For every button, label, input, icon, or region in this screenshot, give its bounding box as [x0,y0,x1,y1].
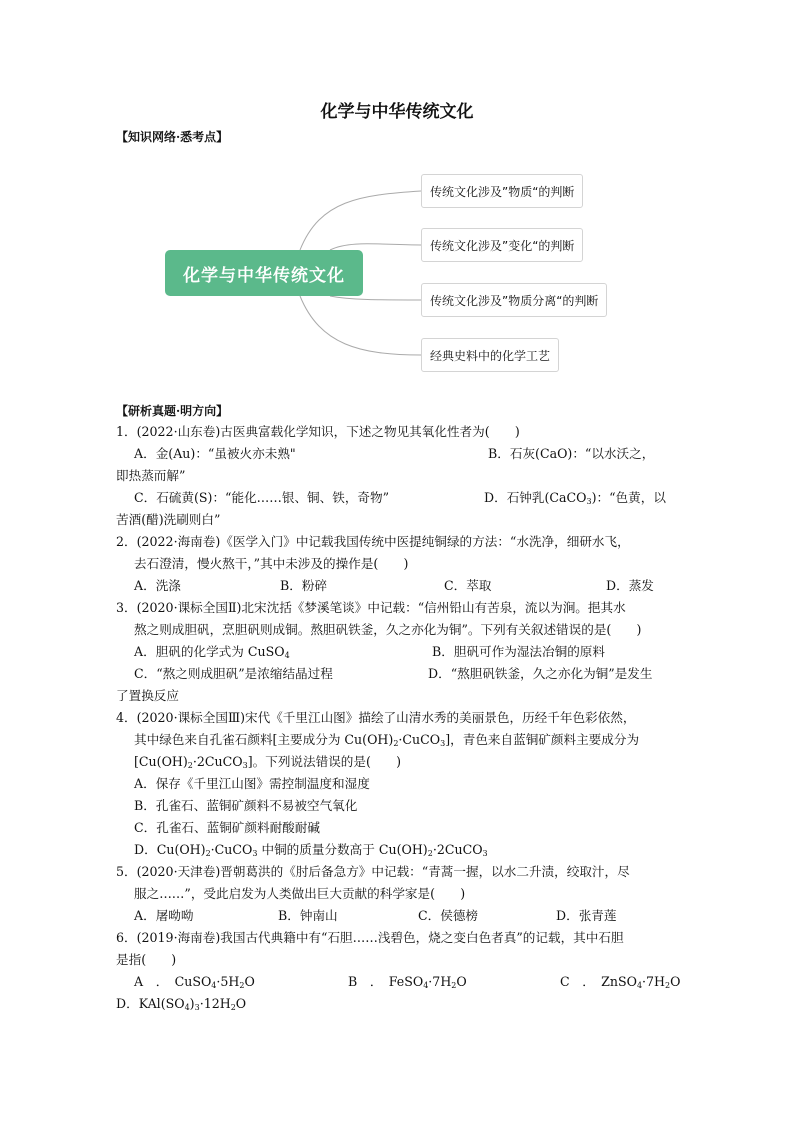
q6-option-b: B ． $FeSO_4\cdot 7H_2O$ [348,974,467,990]
section-heading-exam-analysis: 【研析真题·明方向】 [116,404,229,418]
page-title: 化学与中华传统文化 [320,102,474,122]
q6-option-d: D．$KAl(SO_4)_3\cdot 12H_2O$ [116,996,247,1012]
mindmap-branch-substance: 传统文化涉及”物质“的判断 [421,174,583,208]
mindmap-branch-change: 传统文化涉及”变化“的判断 [421,228,583,262]
q1-option-d-cont: 苦酒(醋)洗刷则白” [116,512,221,527]
mindmap-branch-separation: 传统文化涉及”物质分离“的判断 [421,283,607,317]
q1-option-d: D．石钟乳(CaCO$_3$)：“色黄，以 [484,490,666,506]
q4-stem: 4．(2020·课标全国Ⅲ)宋代《千里江山图》描绘了山清水秀的美丽景色，历经千年色彩依然， [116,710,636,725]
q4-option-c: C．孔雀石、蓝铜矿颜料耐酸耐碱 [134,820,320,835]
q5-stem-cont: 服之……”，受此启发为人类做出巨大贡献的科学家是( ) [134,886,466,901]
q1-option-c: C．石硫黄(S)：“能化……银、铜、铁，奇物” [134,490,390,505]
mindmap-branch-craft: 经典史料中的化学工艺 [421,338,559,372]
q5-option-a: A．屠呦呦 [134,908,194,923]
q1-option-a: A．金(Au)：“虽被火亦未熟" [134,446,296,461]
q5-option-b: B．钟南山 [278,908,338,923]
q2-option-d: D．蒸发 [606,578,654,593]
q6-stem-cont: 是指( ) [116,952,177,967]
q3-option-c: C．“熬之则成胆矾”是浓缩结晶过程 [134,666,333,681]
mindmap-center-node: 化学与中华传统文化 [165,250,363,296]
q4-stem-cont2: $[Cu(OH)_2\cdot 2CuCO_3]$。下列说法错误的是( ) [134,754,401,770]
q6-option-c: C ． $ZnSO_4\cdot 7H_2O$ [560,974,681,990]
q2-option-c: C．萃取 [444,578,492,593]
q2-option-b: B．粉碎 [280,578,328,593]
q1-option-b-cont: 即热蒸而解” [116,468,186,483]
q6-option-a: A ． $CuSO_4\cdot 5H_2O$ [134,974,255,990]
q5-stem: 5．(2020·天津卷)晋朝葛洪的《肘后备急方》中记载：“青蒿一握，以水二升渍，绞取汁，尽 [116,864,630,879]
section-heading-knowledge-network: 【知识网络·悉考点】 [116,130,229,144]
q5-option-d: D．张青莲 [556,908,617,923]
q6-stem: 6．(2019·海南卷)我国古代典籍中有“石胆……浅碧色，烧之变白色者真”的记载，其中石胆 [116,930,624,945]
q3-option-b: B．胆矾可作为湿法冶铜的原料 [432,644,605,659]
q3-option-d: D．“熬胆矾铁釜，久之亦化为铜”是发生 [428,666,653,681]
q2-stem-cont: 去石澄清，慢火熬干，”其中未涉及的操作是( ) [134,556,409,571]
q3-option-d-cont: 了置换反应 [116,688,179,703]
q3-stem: 3．(2020·课标全国Ⅱ)北宋沈括《梦溪笔谈》中记载：“信州铅山有苦泉，流以为涧。挹其水 [116,600,626,615]
q2-stem: 2．(2022·海南卷)《医学入门》中记载我国传统中医提纯铜绿的方法：“水洗净，细研水飞， [116,534,630,549]
q5-option-c: C．侯德榜 [418,908,479,923]
q3-stem-cont: 熬之则成胆矾，烹胆矾则成铜。熬胆矾铁釜，久之亦化为铜”。下列有关叙述错误的是( ) [134,622,642,637]
q4-option-d: D．$Cu(OH)_2\cdot CuCO_3$ 中铜的质量分数高于 $Cu(OH)_2\cdot 2CuCO_3$ [134,842,488,858]
q1-option-b: B．石灰(CaO)：“以水沃之， [488,446,655,461]
q4-stem-cont: 其中绿色来自孔雀石颜料[主要成分为 $Cu(OH)_2\cdot CuCO_3$]，青色来自蓝铜矿颜料主要成分为 [134,732,640,748]
q1-stem: 1．(2022·山东卷)古医典富载化学知识，下述之物见其氧化性者为( ) [116,424,520,439]
q2-option-a: A．洗涤 [134,578,181,593]
q4-option-a: A．保存《千里江山图》需控制温度和湿度 [134,776,370,791]
q3-option-a: A．胆矾的化学式为 CuSO$_4$ [134,644,290,660]
q4-option-b: B．孔雀石、蓝铜矿颜料不易被空气氧化 [134,798,358,813]
mindmap-connectors [0,0,794,400]
